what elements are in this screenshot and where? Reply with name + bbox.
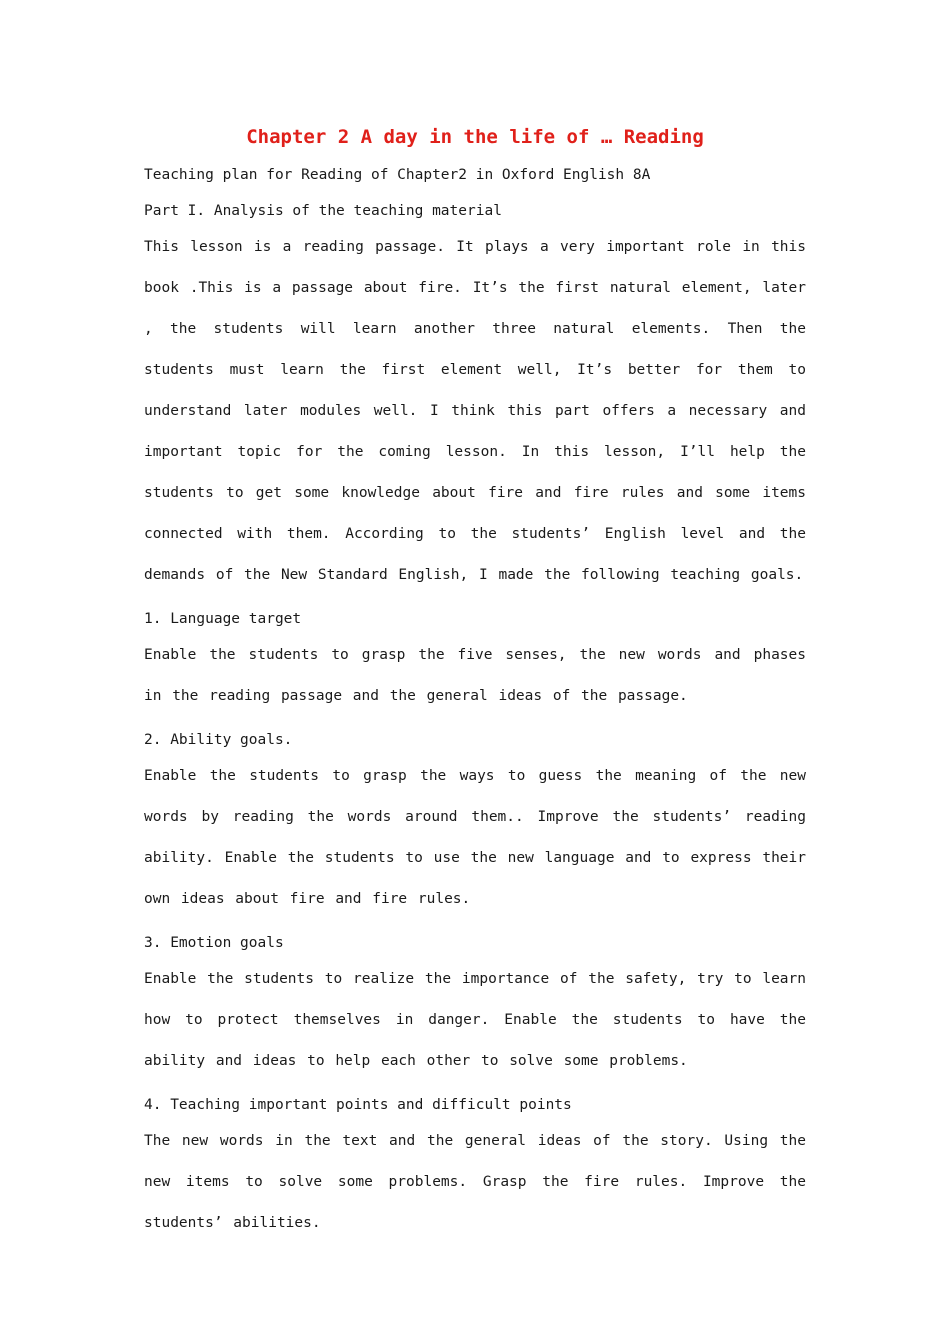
part1-paragraph: This lesson is a reading passage. It plays a very important role in this book .This is a passage about fire. It’s the first natural element, later , the students will learn another three natural elements. Then the students must learn the first element well, It’s better for them to understand later modules well. I think this part offers a necessary and important topic for the coming lesson. In this lesson, I’ll help the students to get some knowledge about fire and fire rules and some items connected with them. According to the students’ English level and the demands of the New Standard English, I made the following teaching goals. [144, 239, 806, 583]
document-subtitle: Teaching plan for Reading of Chapter2 in Oxford English 8A [144, 167, 651, 183]
part1-heading: Part I. Analysis of the teaching material [144, 203, 502, 219]
section1-heading: 1. Language target [144, 611, 302, 627]
section3-heading: 3. Emotion goals [144, 935, 284, 951]
section2-heading: 2. Ability goals. [144, 732, 293, 748]
document-title: Chapter 2 A day in the life of … Reading [246, 126, 704, 148]
document-body [144, 122, 806, 1254]
section3-paragraph: Enable the students to realize the importance of the safety, try to learn how to protect themselves in danger. Enable the students to have the ability and ideas to help each other to solve some problems. [144, 971, 806, 1069]
section2-paragraph: Enable the students to grasp the ways to guess the meaning of the new words by reading the words around them.. Improve the students’ reading ability. Enable the students to use the new language and to express their own ideas about fire and fire rules. [144, 768, 806, 907]
section4-heading: 4. Teaching important points and difficult points [144, 1097, 572, 1113]
section1-paragraph: Enable the students to grasp the five senses, the new words and phases in the reading passage and the general ideas of the passage. [144, 647, 806, 704]
section4-paragraph: The new words in the text and the general ideas of the story. Using the new items to solve some problems. Grasp the fire rules. Improve the students’ abilities. [144, 1133, 806, 1231]
